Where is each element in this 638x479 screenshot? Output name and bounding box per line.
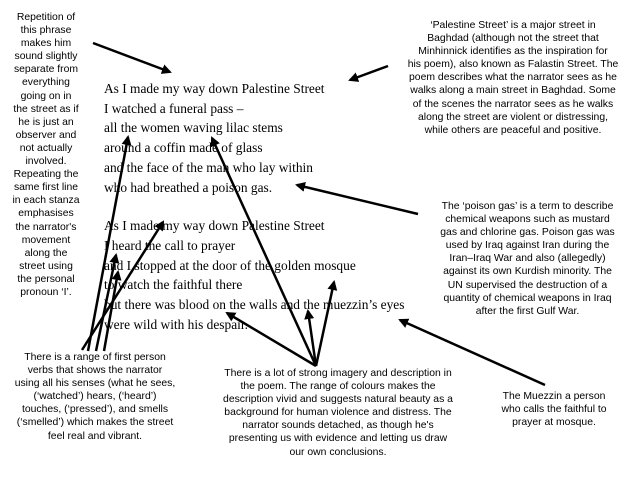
poem-line: to watch the faithful there bbox=[104, 277, 243, 293]
annotation-first-person: There is a range of first person verbs that shows the narrator using all his senses (what he sees, (‘watched’) hears, (‘heard’) touches, (‘pressed’), and smells (‘smelled’) which makes the street feel real and vibrant. bbox=[14, 352, 176, 442]
arrow-palestine-street bbox=[350, 66, 388, 80]
arrow-repetition-to-line1 bbox=[93, 43, 170, 72]
poem-line: As I made my way down Palestine Street bbox=[104, 218, 325, 234]
poem-line: but there was blood on the walls and the muezzin’s eyes bbox=[104, 297, 405, 313]
poem-line: I watched a funeral pass – bbox=[104, 100, 244, 116]
poem-line: and I stopped at the door of the golden mosque bbox=[104, 257, 356, 273]
poem bbox=[104, 79, 404, 334]
poem-line: I heard the call to prayer bbox=[104, 237, 236, 253]
poem-stanza-1 bbox=[104, 79, 404, 197]
poem-line: and the face of the man who lay within bbox=[104, 159, 313, 175]
annotation-muezzin: The Muezzin a person who calls the faithful to prayer at mosque. bbox=[501, 391, 607, 429]
poem-line: all the women waving lilac stems bbox=[104, 120, 283, 136]
annotation-repetition: Repetition of this phrase makes him sound slightly separate from everything going on in the street as if he is just an observer and not actually involved. Repeating the same first line in each stanza emphasises the narrator's movement along the street using the personal pronoun ‘I’. bbox=[12, 12, 80, 298]
annotation-imagery: There is a lot of strong imagery and description in the poem. The range of colours makes the description vivid and suggests natural beauty as a background for human violence and distress. The narrator sounds detached, as though he's presenting us with evidence and letting us draw our own conclusions. bbox=[223, 368, 453, 458]
annotation-poison-gas: The ‘poison gas’ is a term to describe chemical weapons such as mustard gas and chlorine gas. Poison gas was used by Iraq against Iran during the Iran–Iraq War and also (allegedly) against its own Kurdish minority. The UN supervised the destruction of a quantity of chemical weapons in Iraq after the first Gulf War. bbox=[440, 201, 615, 317]
annotation-palestine-street: ‘Palestine Street’ is a major street in Baghdad (although not the street that Minhinnick identifies as the inspiration for his poem), also known as Falastin Street. The poem describes what the narrator sees as he walks along a main street in Baghdad. Some of the scenes the narrator sees as he walks along the street are violent or distressing, while others are peaceful and positive. bbox=[407, 20, 619, 136]
poem-line: around a coffin made of glass bbox=[104, 140, 263, 156]
poem-line: who had breathed a poison gas. bbox=[104, 179, 273, 195]
poem-line: were wild with his despair. bbox=[104, 316, 248, 332]
poem-line: As I made my way down Palestine Street bbox=[104, 81, 325, 96]
poem-stanza-2 bbox=[104, 216, 404, 334]
